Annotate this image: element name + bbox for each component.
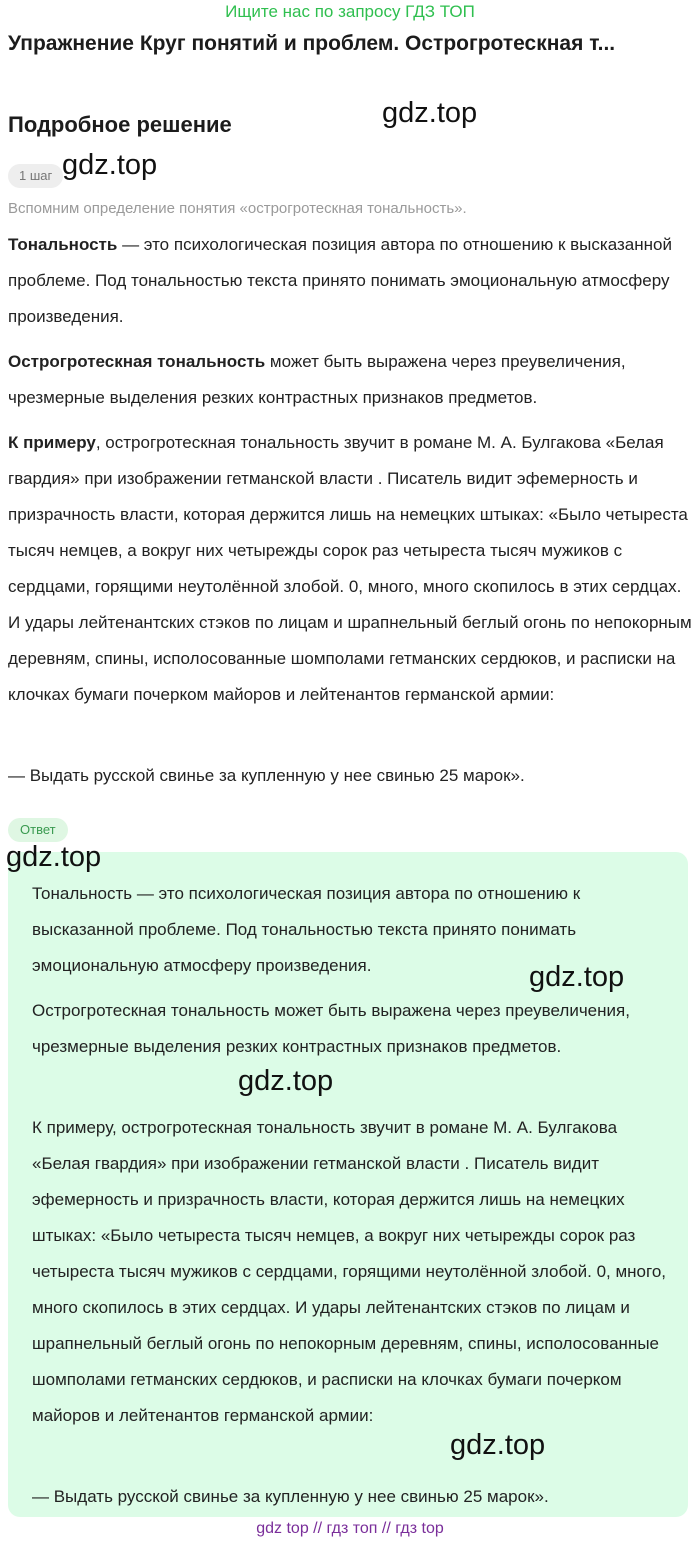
footer-link-gdz-top-ru[interactable]: гдз топ <box>326 1520 378 1537</box>
answer-paragraph-4: — Выдать русской свинье за купленную у нее свинью 25 марок». <box>32 1487 549 1506</box>
footer-links <box>0 1520 700 1538</box>
term-bold: К примеру <box>8 433 96 452</box>
hint-text: Вспомним определение понятия «острогротескная тональность». <box>8 200 467 217</box>
solution-paragraph-2 <box>8 344 692 416</box>
answer-badge: Ответ <box>8 818 68 842</box>
page-title: Упражнение Круг понятий и проблем. Острогротескная т... <box>8 32 616 55</box>
answer-paragraph-3: К примеру, острогротескная тональность звучит в романе М. А. Булгакова «Белая гвардия» при изображении гетманской власти . Писатель видит эфемерность и призрачность власти, которая держится лишь на немецких штыках: «Было четыреста тысяч немцев, а вокруг них четырежды сорок раз четыреста тысяч мужиков с сердцами, горящими неутолённой злобой. 0, много, много скопилось в этих сердцах. И удары лейтенантских стэков по лицам и шрапнельный беглый огонь по непокорным деревням, спины, исполосованные шомполами гетманских сердюков, и расписки на клочках бумаги почерком майоров и лейтенантов германской армии: <box>32 1118 667 1425</box>
watermark: gdz.top <box>529 961 625 993</box>
footer-separator: // <box>381 1520 391 1537</box>
answer-paragraph-1: Тональность — это психологическая позиция автора по отношению к высказанной проблеме. Под тональностью текста принято понимать эмоциональную атмосферу произведения. <box>32 884 581 975</box>
footer-link-gdz-top-mixed[interactable]: гдз top <box>395 1520 444 1537</box>
watermark: gdz.top <box>382 97 478 129</box>
solution-paragraph-4: — Выдать русской свинье за купленную у нее свинью 25 марок». <box>8 766 525 785</box>
search-banner: Ищите нас по запросу ГДЗ ТОП <box>225 2 475 21</box>
watermark: gdz.top <box>450 1429 546 1461</box>
footer-link-gdz-top[interactable]: gdz top <box>256 1520 309 1537</box>
paragraph-text: может быть выражена через преувеличения, чрезмерные выделения резких контрастных признаков предметов. <box>8 352 626 407</box>
answer-paragraph-2: Острогротескная тональность может быть выражена через преувеличения, чрезмерные выделения резких контрастных признаков предметов. <box>32 1001 630 1056</box>
term-bold: Острогротескная тональность <box>8 352 266 371</box>
section-title: Подробное решение <box>8 112 232 137</box>
term-bold: Тональность <box>8 235 118 254</box>
solution-paragraph-3 <box>8 425 692 713</box>
watermark: gdz.top <box>62 149 158 181</box>
footer-separator: // <box>313 1520 323 1537</box>
solution-paragraph-1 <box>8 227 692 335</box>
step-badge: 1 шаг <box>8 164 63 188</box>
paragraph-text: — это психологическая позиция автора по отношению к высказанной проблеме. Под тональностью текста принято понимать эмоциональную атмосферу произведения. <box>8 235 672 326</box>
watermark: gdz.top <box>6 841 102 873</box>
watermark: gdz.top <box>238 1065 334 1097</box>
paragraph-text: , острогротескная тональность звучит в романе М. А. Булгакова «Белая гвардия» при изображении гетманской власти . Писатель видит эфемерность и призрачность власти, которая держится лишь на немецких штыках: «Было четыреста тысяч немцев, а вокруг них четырежды сорок раз четыреста тысяч мужиков с сердцами, горящими неутолённой злобой. 0, много, много скопилось в этих сердцах. И удары лейтенантских стэков по лицам и шрапнельный беглый огонь по непокорным деревням, спины, исполосованные шомполами гетманских сердюков, и расписки на клочках бумаги почерком майоров и лейтенантов германской армии: <box>8 433 692 704</box>
